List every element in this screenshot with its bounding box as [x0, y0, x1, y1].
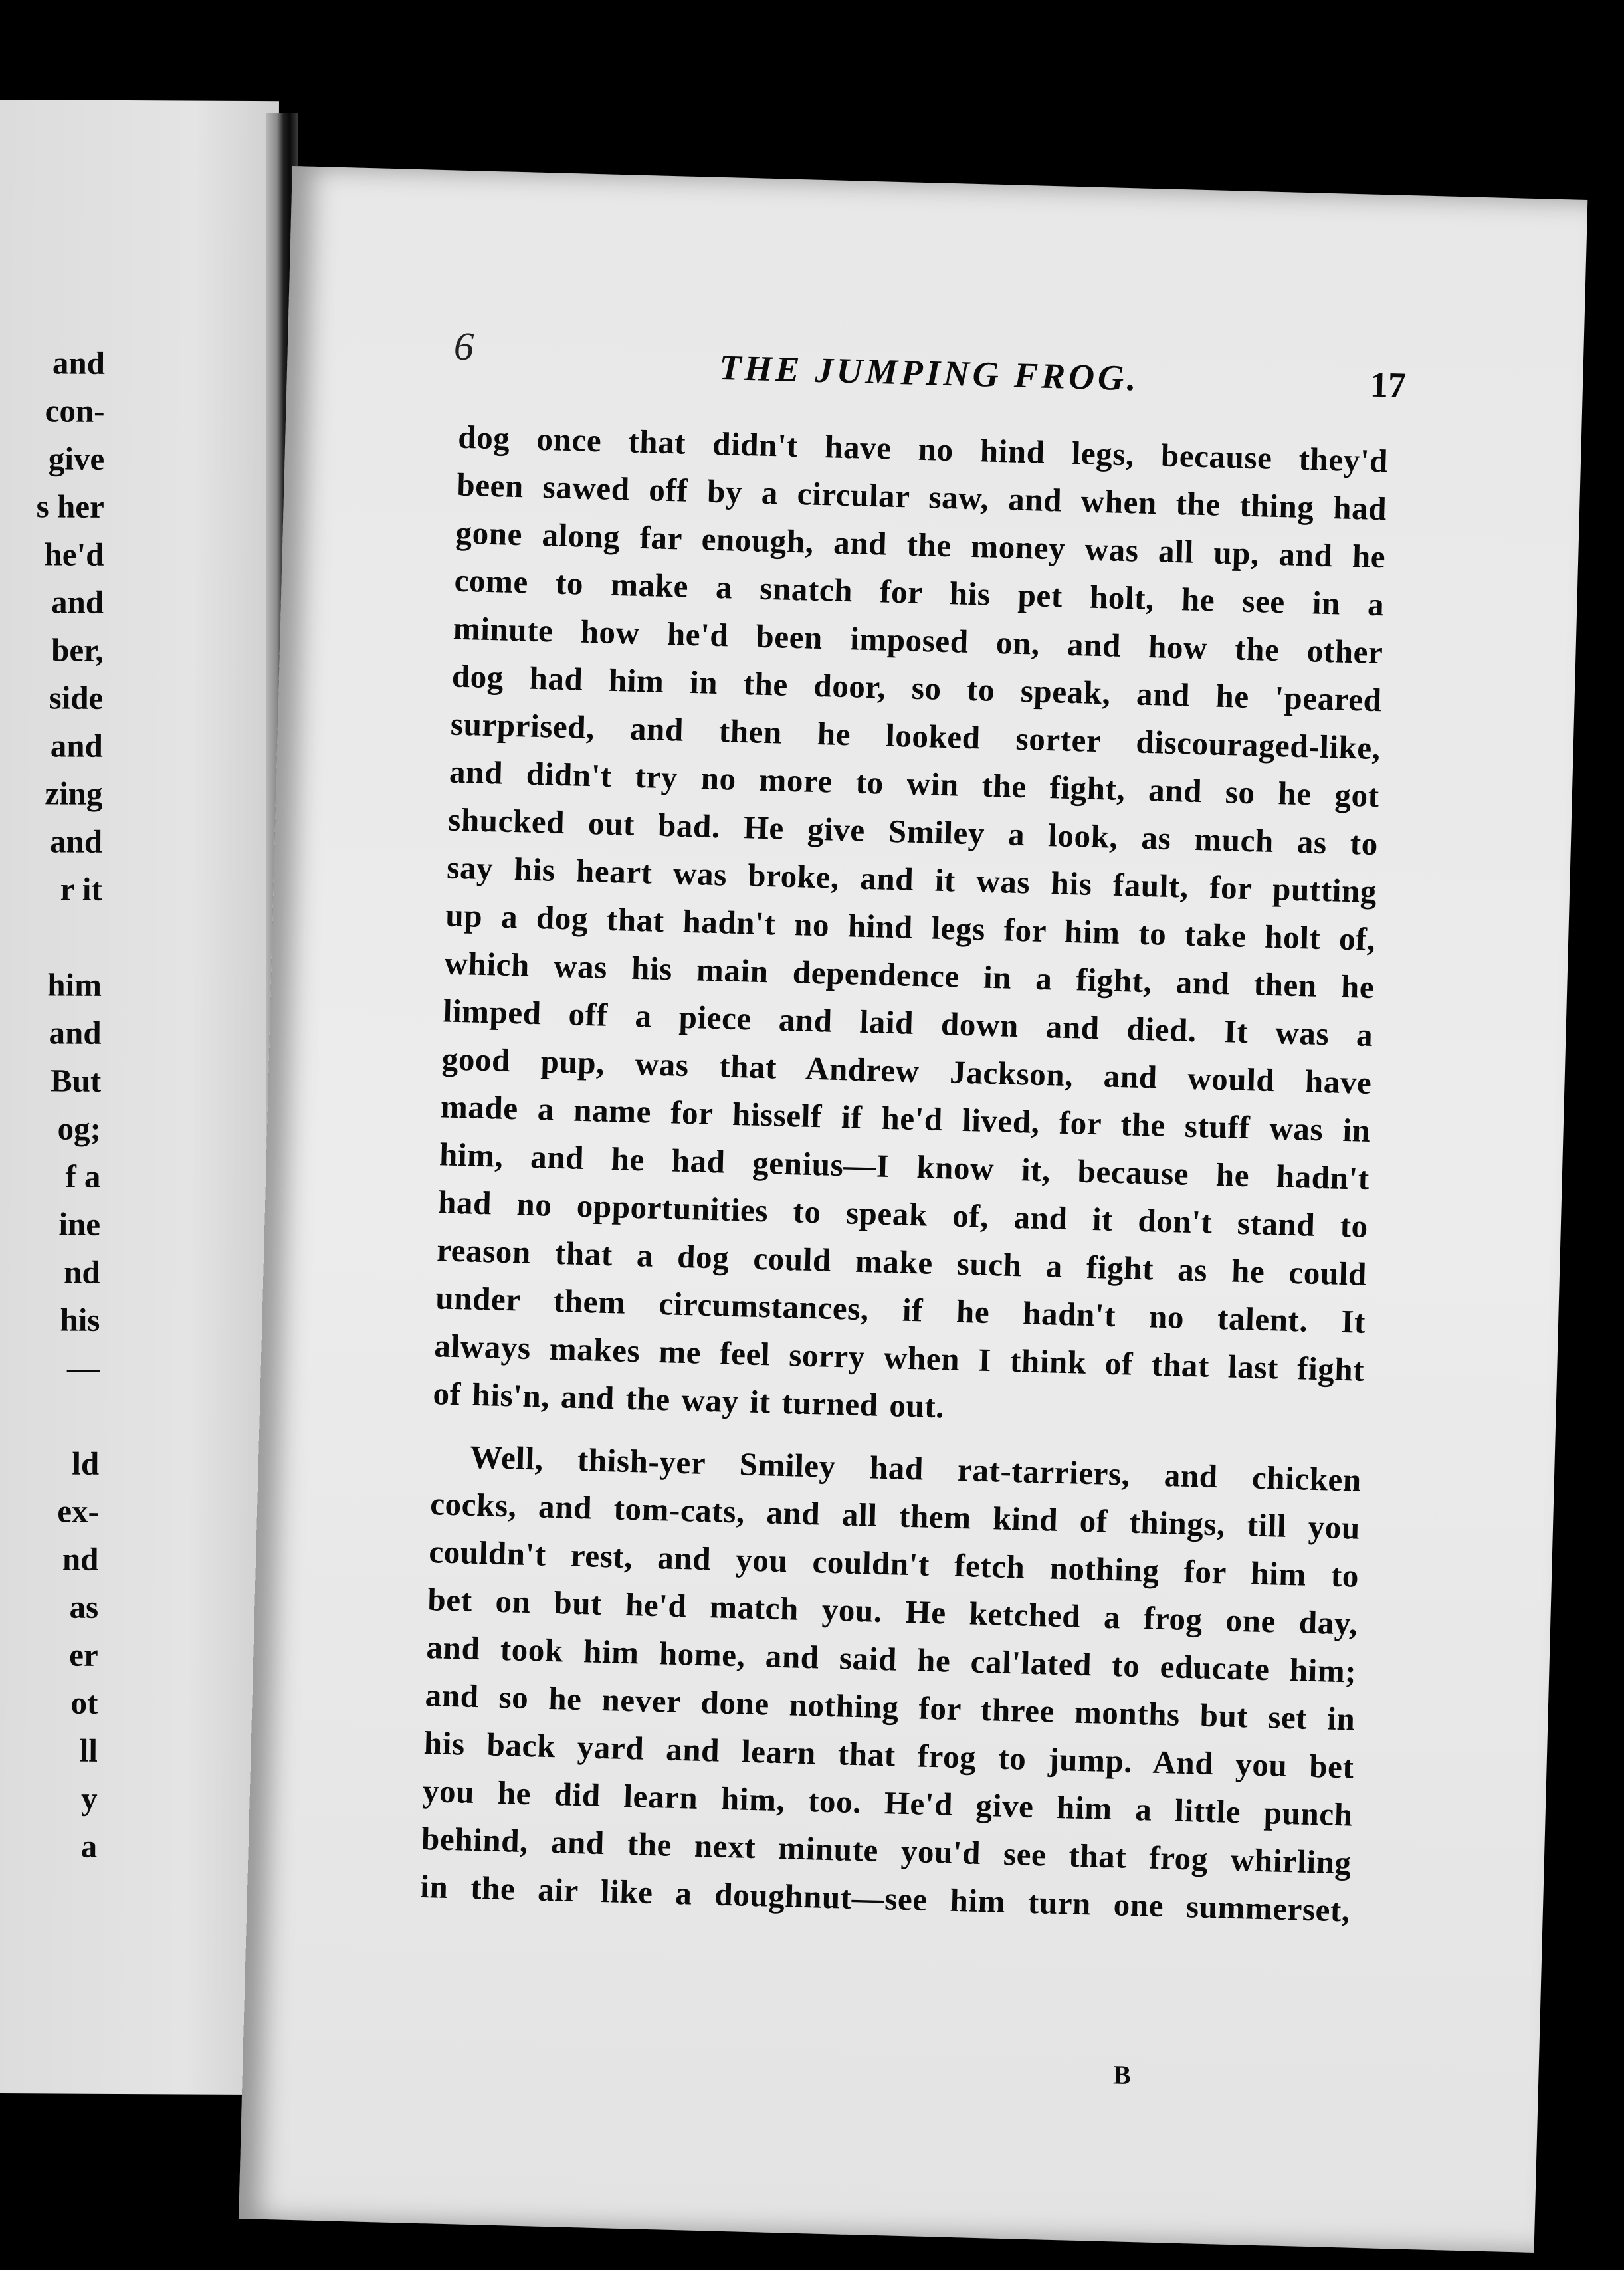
- left-fragment: con-: [45, 392, 105, 429]
- left-fragment: —: [66, 1349, 100, 1386]
- text-line: and took him home, and said he cal'lated to educate him;: [426, 1629, 1357, 1690]
- left-fragment: and: [51, 583, 104, 621]
- text-line: and so he never done nothing for three months but set in: [425, 1677, 1356, 1738]
- text-line: in the air like a doughnut—see him turn one summerset,: [419, 1867, 1351, 1929]
- left-fragment: he'd: [44, 536, 104, 573]
- text-line: come to make a snatch for his pet holt, he see in a: [454, 562, 1385, 623]
- left-fragment: y: [80, 1780, 98, 1817]
- text-line: you he did learn him, too. He'd give him a little punch: [422, 1772, 1354, 1833]
- pencil-mark: 6: [453, 324, 474, 369]
- text-line: made a name for hisself if he'd lived, for the stuff was in: [440, 1088, 1371, 1149]
- text-line: reason that a dog could make such a fight as he could: [436, 1231, 1368, 1292]
- signature-mark: B: [1112, 2059, 1132, 2091]
- running-head: THE JUMPING FROG.: [718, 347, 1140, 399]
- text-line: gone along far enough, and the money was all up, and he: [455, 514, 1386, 575]
- left-fragment: a: [80, 1827, 98, 1865]
- text-line: shucked out bad. He give Smiley a look, as much as to: [447, 801, 1379, 863]
- left-fragment: og;: [57, 1110, 102, 1147]
- left-fragment: zing: [45, 775, 103, 812]
- left-fragment-gap: [0, 913, 102, 962]
- text-line: dog once that didn't have no hind legs, because they'd: [457, 418, 1389, 480]
- text-line: couldn't rest, and you couldn't fetch nothing for him to: [428, 1533, 1360, 1594]
- left-fragment: nd: [62, 1540, 99, 1578]
- text-line: surprised, and then he looked sorter discouraged-like,: [450, 705, 1381, 767]
- text-line: which was his main dependence in a fight, and then he: [443, 944, 1375, 1006]
- left-fragment-gap: [0, 1392, 100, 1440]
- left-fragment: and: [52, 344, 106, 381]
- text-line: always makes me feel sorry when I think of that last fight: [433, 1327, 1365, 1388]
- paragraph-1: [433, 413, 1389, 1442]
- text-line: behind, and the next minute you'd see that frog whirling: [421, 1819, 1352, 1881]
- left-fragment: side: [49, 679, 104, 716]
- left-fragment: ine: [58, 1205, 101, 1243]
- left-fragment: and: [49, 823, 103, 860]
- left-fragment: and: [50, 727, 104, 764]
- text-line: his back yard and learn that frog to jump. And you bet: [423, 1724, 1355, 1786]
- text-line: and didn't try no more to win the fight, and so he got: [449, 753, 1380, 815]
- page-header: [286, 336, 1583, 423]
- text-line: say his heart was broke, and it was his fault, for putting: [446, 849, 1377, 910]
- text-line: under them circumstances, if he hadn't no talent. It: [435, 1279, 1366, 1340]
- left-fragment: ber,: [51, 631, 104, 669]
- left-fragment: nd: [64, 1253, 100, 1290]
- left-fragment: r it: [60, 871, 102, 908]
- text-line: dog had him in the door, so to speak, and he 'peared: [451, 657, 1383, 719]
- left-fragment: But: [50, 1062, 102, 1099]
- left-page: [0, 100, 279, 2095]
- text-line: him, and he had genius—I know it, because he hadn't: [439, 1136, 1370, 1197]
- left-fragment: er: [69, 1636, 98, 1673]
- left-fragment: and: [49, 1014, 102, 1051]
- body-text: [419, 413, 1389, 1935]
- page-number: 17: [1370, 364, 1407, 405]
- left-page-text-fragments: [0, 339, 105, 1871]
- text-line: been sawed off by a circular saw, and when the thing had: [456, 466, 1387, 528]
- text-line: good pup, was that Andrew Jackson, and would have: [441, 1040, 1373, 1101]
- left-fragment: f a: [65, 1158, 101, 1195]
- left-fragment: as: [69, 1588, 99, 1625]
- right-page: [239, 166, 1587, 2253]
- left-fragment: s her: [36, 488, 104, 525]
- left-fragment: ld: [72, 1445, 100, 1482]
- left-fragment: him: [47, 966, 102, 1003]
- left-fragment: his: [60, 1301, 100, 1338]
- left-fragment: ll: [79, 1732, 98, 1769]
- text-line: bet on but he'd match you. He ketched a frog one day,: [427, 1581, 1358, 1642]
- text-line: up a dog that hadn't no hind legs for him to take holt of,: [445, 896, 1376, 958]
- left-fragment: give: [48, 440, 105, 477]
- text-line: cocks, and tom-cats, and all them kind of things, till you: [429, 1485, 1361, 1546]
- text-line: Well, thish-yer Smiley had rat-tarriers, and chicken: [469, 1438, 1362, 1498]
- left-fragment: ot: [70, 1684, 98, 1721]
- text-line: had no opportunities to speak of, and it don't stand to: [437, 1184, 1369, 1245]
- paragraph-2: [419, 1432, 1362, 1934]
- text-line: limped off a piece and laid down and died. It was a: [443, 992, 1374, 1054]
- left-fragment: ex-: [57, 1493, 100, 1530]
- text-line: of his'n, and the way it turned out.: [433, 1375, 945, 1425]
- text-line: minute how he'd been imposed on, and how the other: [453, 609, 1384, 671]
